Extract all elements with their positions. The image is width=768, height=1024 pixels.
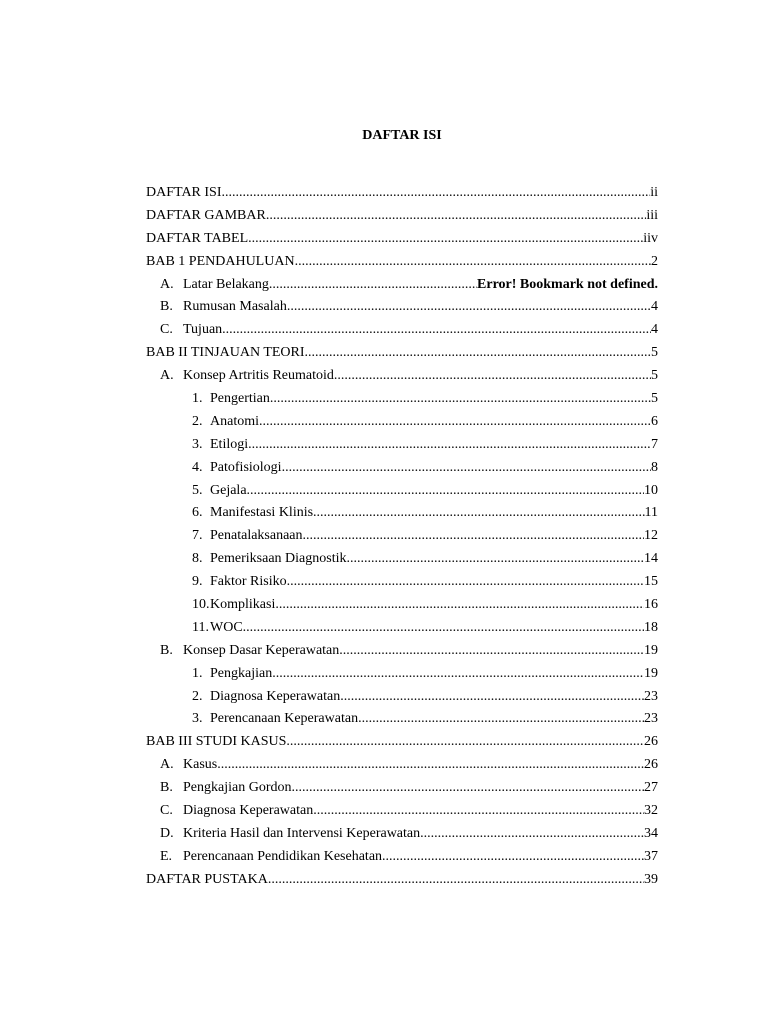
- toc-entry-title: [160, 823, 420, 846]
- toc-entry-page-number: 37: [644, 848, 658, 864]
- dot-leader: [339, 640, 644, 663]
- toc-entry-page-number: 19: [644, 665, 658, 681]
- toc-entry-title: [192, 663, 272, 686]
- toc-entry[interactable]: [146, 548, 658, 571]
- toc-entry-title: [160, 754, 217, 777]
- dot-leader: [217, 754, 644, 777]
- dot-leader: [346, 548, 644, 571]
- toc-entry-number: A.: [160, 368, 174, 384]
- toc-entry-page-number: 23: [644, 688, 658, 704]
- toc-entry[interactable]: [146, 365, 658, 388]
- toc-entry-label: Gejala: [210, 482, 247, 498]
- dot-leader: [291, 777, 644, 800]
- toc-entry-page-number: 6: [651, 413, 658, 429]
- dot-leader: [340, 686, 644, 709]
- toc-entry-page-number: 14: [644, 551, 658, 567]
- toc-entry-page-number: 12: [644, 528, 658, 544]
- toc-entry-number: 3.: [192, 436, 203, 452]
- toc-entry[interactable]: [146, 228, 658, 251]
- toc-entry-label: Pengertian: [210, 391, 270, 407]
- dot-leader: [269, 274, 477, 297]
- dot-leader: [303, 525, 644, 548]
- toc-entry-label: Rumusan Masalah: [183, 299, 287, 315]
- toc-entry[interactable]: [146, 708, 658, 731]
- toc-entry-page-number: 5: [651, 345, 658, 361]
- toc-entry[interactable]: [146, 296, 658, 319]
- toc-entry[interactable]: [146, 434, 658, 457]
- toc-entry-label: Penatalaksanaan: [210, 528, 303, 544]
- toc-entry-label: Patofisiologi: [210, 459, 282, 475]
- toc-entry-title: [146, 342, 305, 365]
- toc-entry-page-number: 4: [651, 299, 658, 315]
- toc-entry-title: [192, 388, 270, 411]
- toc-entry[interactable]: [146, 457, 658, 480]
- toc-entry-label: Konsep Artritis Reumatoid: [183, 368, 334, 384]
- toc-entry[interactable]: [146, 754, 658, 777]
- table-of-contents: [146, 182, 658, 892]
- toc-entry-page-number: 32: [644, 803, 658, 819]
- toc-entry-title: [192, 571, 287, 594]
- toc-entry-number: 9.: [192, 574, 203, 590]
- toc-entry-page-number: 23: [644, 711, 658, 727]
- dot-leader: [275, 594, 644, 617]
- toc-entry-label: Pemeriksaan Diagnostik: [210, 551, 347, 567]
- toc-entry-label: Manifestasi Klinis: [210, 505, 314, 521]
- toc-entry-page-number: iii: [646, 207, 658, 223]
- toc-entry-label: DAFTAR TABEL: [146, 230, 249, 246]
- toc-entry-title: [192, 617, 243, 640]
- dot-leader: [334, 365, 651, 388]
- toc-entry[interactable]: [146, 777, 658, 800]
- toc-entry-label: BAB II TINJAUAN TEORI: [146, 345, 305, 361]
- toc-entry-title: [192, 686, 340, 709]
- dot-leader: [266, 205, 646, 228]
- dot-leader: [282, 457, 651, 480]
- toc-entry-number: 11.: [192, 619, 209, 635]
- toc-entry-number: 7.: [192, 528, 203, 544]
- toc-entry-title: [146, 869, 268, 892]
- dot-leader: [286, 731, 644, 754]
- toc-entry-label: Faktor Risiko: [210, 574, 287, 590]
- toc-entry[interactable]: [146, 800, 658, 823]
- toc-entry-label: DAFTAR GAMBAR: [146, 207, 266, 223]
- dot-leader: [313, 502, 644, 525]
- dot-leader: [248, 228, 643, 251]
- toc-entry-number: B.: [160, 299, 173, 315]
- toc-entry-number: A.: [160, 276, 174, 292]
- dot-leader: [222, 319, 651, 342]
- toc-entry-page-number: 34: [644, 825, 658, 841]
- toc-entry-page-number: 26: [644, 734, 658, 750]
- dot-leader: [382, 846, 644, 869]
- toc-entry[interactable]: [146, 274, 658, 297]
- toc-entry-label: Pengkajian Gordon: [183, 780, 292, 796]
- toc-entry[interactable]: [146, 502, 658, 525]
- dot-leader: [247, 480, 644, 503]
- toc-entry-title: [192, 548, 346, 571]
- toc-entry-page-number: 39: [644, 871, 658, 887]
- toc-entry-number: D.: [160, 825, 174, 841]
- toc-entry-page-number: 7: [651, 436, 658, 452]
- dot-leader: [295, 251, 651, 274]
- toc-entry-label: Komplikasi: [210, 597, 276, 613]
- toc-entry[interactable]: [146, 205, 658, 228]
- toc-entry-page-number: 15: [644, 574, 658, 590]
- toc-entry-title: [192, 480, 247, 503]
- toc-entry[interactable]: [146, 480, 658, 503]
- toc-entry-number: 8.: [192, 551, 203, 567]
- toc-entry-title: [160, 777, 291, 800]
- toc-entry[interactable]: [146, 823, 658, 846]
- dot-leader: [268, 869, 644, 892]
- toc-entry-number: B.: [160, 642, 173, 658]
- toc-entry-title: [160, 800, 313, 823]
- toc-entry-number: 10.: [192, 597, 210, 613]
- toc-entry-page-number: Error! Bookmark not defined.: [477, 276, 658, 292]
- page-title: DAFTAR ISI: [362, 128, 442, 143]
- toc-entry-page-number: ii: [650, 185, 658, 200]
- toc-entry-label: Diagnosa Keperawatan: [210, 688, 341, 704]
- toc-entry-label: Perencanaan Pendidikan Kesehatan: [183, 848, 383, 864]
- toc-entry[interactable]: [146, 869, 658, 892]
- toc-entry-number: 2.: [192, 688, 203, 704]
- toc-entry-title: [160, 319, 222, 342]
- toc-entry-label: Diagnosa Keperawatan: [183, 803, 314, 819]
- toc-entry-number: 2.: [192, 413, 203, 429]
- toc-entry-page-number: 2: [651, 253, 658, 269]
- toc-entry-title: [146, 228, 248, 251]
- dot-leader: [243, 617, 644, 640]
- toc-entry-number: B.: [160, 780, 173, 796]
- toc-entry[interactable]: [146, 686, 658, 709]
- toc-entry-label: WOC: [210, 619, 243, 635]
- toc-entry[interactable]: [146, 594, 658, 617]
- toc-entry-label: Pengkajian: [210, 665, 273, 681]
- toc-entry[interactable]: [146, 731, 658, 754]
- toc-entry[interactable]: [146, 388, 658, 411]
- dot-leader: [313, 800, 644, 823]
- toc-entry-title: [146, 205, 266, 228]
- toc-entry-title: [160, 274, 269, 297]
- toc-entry-number: 6.: [192, 505, 203, 521]
- toc-entry-title: [192, 708, 358, 731]
- toc-entry[interactable]: [146, 571, 658, 594]
- toc-entry-label: Kriteria Hasil dan Intervensi Keperawatan: [183, 825, 421, 841]
- toc-entry[interactable]: [146, 846, 658, 869]
- toc-entry-number: 1.: [192, 391, 203, 407]
- dot-leader: [272, 663, 644, 686]
- toc-entry-label: BAB III STUDI KASUS: [146, 734, 287, 750]
- toc-entry-page-number: 16: [644, 597, 658, 613]
- toc-entry-title: [192, 594, 275, 617]
- dot-leader: [222, 182, 651, 205]
- toc-entry-label: DAFTAR PUSTAKA: [146, 871, 268, 887]
- toc-entry-title: [160, 296, 287, 319]
- toc-entry[interactable]: [146, 411, 658, 434]
- toc-entry-title: [160, 846, 382, 869]
- toc-entry-number: A.: [160, 757, 174, 773]
- toc-entry-title: [192, 434, 248, 457]
- toc-entry[interactable]: [146, 525, 658, 548]
- toc-entry-page-number: 19: [644, 642, 658, 658]
- toc-entry[interactable]: [146, 251, 658, 274]
- toc-entry[interactable]: [146, 617, 658, 640]
- toc-entry-title: [192, 411, 259, 434]
- toc-entry[interactable]: [146, 342, 658, 365]
- toc-entry-page-number: iiv: [643, 230, 658, 246]
- toc-entry-title: [160, 640, 339, 663]
- dot-leader: [270, 388, 651, 411]
- toc-entry-page-number: 11: [644, 505, 658, 521]
- toc-entry-page-number: 26: [644, 757, 658, 773]
- toc-entry-number: 3.: [192, 711, 203, 727]
- toc-entry[interactable]: [146, 640, 658, 663]
- toc-entry-label: BAB 1 PENDAHULUAN: [146, 253, 295, 269]
- toc-entry-page-number: 5: [651, 368, 658, 384]
- toc-entry[interactable]: [146, 319, 658, 342]
- toc-entry-title: [160, 365, 334, 388]
- toc-entry-title: [146, 731, 286, 754]
- toc-entry-title: [146, 251, 295, 274]
- dot-leader: [287, 296, 651, 319]
- toc-entry-page-number: 5: [651, 391, 658, 407]
- toc-entry-page-number: 4: [651, 322, 658, 338]
- toc-entry-label: Perencanaan Keperawatan: [210, 711, 359, 727]
- toc-entry-number: E.: [160, 848, 173, 864]
- toc-entry-label: Tujuan: [183, 322, 223, 338]
- toc-entry-number: 5.: [192, 482, 203, 498]
- toc-entry-label: Konsep Dasar Keperawatan: [183, 642, 340, 658]
- toc-entry-number: C.: [160, 322, 173, 338]
- toc-entry-label: Latar Belakang: [183, 276, 269, 292]
- toc-entry-page-number: 18: [644, 619, 658, 635]
- toc-entry-label: Anatomi: [210, 413, 259, 429]
- toc-entry-number: C.: [160, 803, 173, 819]
- dot-leader: [259, 411, 651, 434]
- dot-leader: [248, 434, 651, 457]
- toc-entry-number: 1.: [192, 665, 203, 681]
- dot-leader: [420, 823, 644, 846]
- toc-entry-label: DAFTAR ISI: [146, 185, 222, 200]
- toc-entry-page-number: 27: [644, 780, 658, 796]
- toc-entry-title: [192, 502, 313, 525]
- dot-leader: [358, 708, 644, 731]
- toc-entry-title: [192, 457, 282, 480]
- toc-entry-label: Kasus: [183, 757, 218, 773]
- toc-entry-page-number: 8: [651, 459, 658, 475]
- toc-entry-title: [192, 525, 303, 548]
- dot-leader: [287, 571, 644, 594]
- toc-entry-title: [146, 182, 222, 205]
- toc-entry-label: Etilogi: [210, 436, 249, 452]
- toc-entry-number: 4.: [192, 459, 203, 475]
- toc-entry[interactable]: [146, 182, 658, 205]
- toc-entry[interactable]: [146, 663, 658, 686]
- toc-entry-page-number: 10: [644, 482, 658, 498]
- dot-leader: [305, 342, 651, 365]
